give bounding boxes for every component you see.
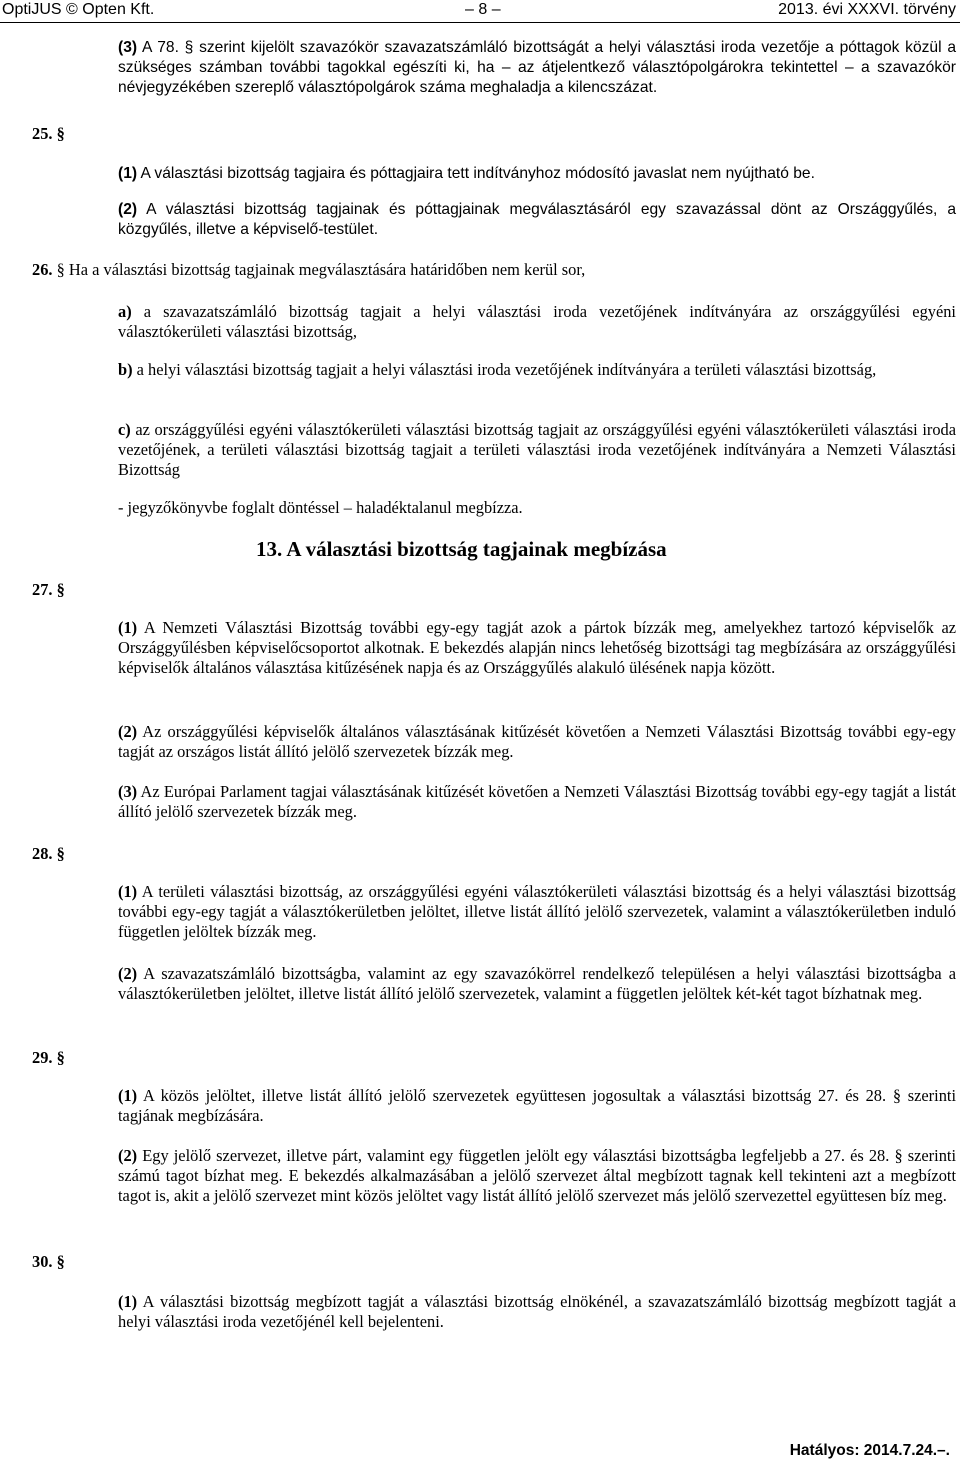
section-26-heading: 26. § Ha a választási bizottság tagjainak megválasztására határidőben nem kerül sor,: [32, 260, 586, 279]
section-link[interactable]: §: [56, 844, 65, 863]
paragraph-29-2: (2) Egy jelölő szervezet, illetve párt, valamint egy független jelölt egy választási bizottságba legfeljebb a 27. és 28. § szerinti számú tagot bízhat meg. E bekezdés alkalmazásában a jelölő szervezet által megbízott tagnak kell tekinteni azt a megbízott tagot is, akit a jelölő szervezet mint közös jelöltet vagy listát állító jelölő szervezet más jelölő szervezettel együttesen bíz meg.: [118, 1146, 956, 1205]
paragraph-25-1: (1) A választási bizottság tagjaira és póttagjaira tett indítványhoz módosító javaslat nem nyújtható be.: [118, 165, 815, 182]
paragraph-text: A 78. § szerint kijelölt szavazókör szavazatszámláló bizottságát a helyi választási iroda vezetője a póttagok közül a szükséges számban további tagokkal egészíti ki, ha – az átjelentkező választópolgárokra tekintettel – a szavazókör névjegyzékében szereplő választópolgárok száma meghaladja a kilencszázat.: [118, 39, 956, 96]
paragraph-25-2: (2) A választási bizottság tagjainak és póttagjainak megválasztásáról egy szavazással dönt az Országgyűlés, a közgyűlés, illetve a képviselő-testület.: [118, 201, 956, 238]
paragraph-24-3: [118, 38, 956, 98]
section-29-heading: 29. §: [32, 1048, 65, 1067]
header-page-number: – 8 –: [465, 1, 501, 18]
section-27-heading: 27. §: [32, 580, 65, 599]
point-26-c: c) az országgyűlési egyéni választókerületi választási bizottság tagjait az országgyűlési egyéni választókerületi választási iroda vezetőjének, a területi választási bizottság tagjait a területi választási iroda vezetőjének indítványára a Nemzeti Választási Bizottság: [118, 420, 956, 479]
paragraph-28-2: (2) A szavazatszámláló bizottságba, valamint az egy szavazókörrel rendelkező településen a helyi választási bizottságba a választókerületben jelöltet, illetve listát állító jelölő szervezetek, valamint a független jelöltek két-két tagot bízhatnak meg.: [118, 964, 956, 1003]
section-link[interactable]: §: [56, 1048, 65, 1067]
section-26-intro: Ha a választási bizottság tagjainak megválasztására határidőben nem kerül sor,: [68, 260, 586, 279]
chapter-title: 13. A választási bizottság tagjainak megbízása: [256, 537, 667, 561]
section-link[interactable]: §: [56, 1252, 65, 1271]
paragraph-28-1: (1) A területi választási bizottság, az országgyűlési egyéni választókerületi választási bizottság és a helyi választási bizottság további egy-egy tagját a választókerületben jelöltet, illetve listát állító jelölő szervezetek, valamint a választókerületben induló független jelöltek bízzák meg.: [118, 882, 956, 941]
paragraph-27-2: (2) Az országgyűlési képviselők általános választásának kitűzését követően a Nemzeti Választási Bizottság további egy-egy tagját az országos listát állító jelölő szervezetek bízzák meg.: [118, 722, 956, 761]
section-30-heading: 30. §: [32, 1252, 65, 1271]
header-divider: [0, 22, 960, 23]
section-link[interactable]: §: [56, 260, 65, 279]
header-publisher: OptiJUS © Opten Kft.: [2, 1, 155, 18]
paragraph-30-1: (1) A választási bizottság megbízott tagját a választási bizottság elnökénél, a szavazatszámláló bizottság megbízott tagját a helyi választási iroda vezetőjénél kell bejelenteni.: [118, 1292, 956, 1331]
paragraph-29-1: (1) A közös jelöltet, illetve listát állító jelölő szervezetek együttesen jogosultak a választási bizottság 27. és 28. § szerinti tagjának megbízására.: [118, 1086, 956, 1125]
section-26-closing: - jegyzőkönyvbe foglalt döntéssel – haladéktalanul megbízza.: [118, 498, 523, 517]
paragraph-label: (3): [118, 39, 138, 56]
section-25-heading: 25. §: [32, 124, 65, 143]
effective-date-footer: Hatályos: 2014.7.24.–.: [789, 1442, 950, 1459]
point-26-a: a) a szavazatszámláló bizottság tagjait a helyi választási iroda vezetőjének indítványára az országgyűlési egyéni választókerületi választási bizottság,: [118, 302, 956, 341]
header-act-title: 2013. évi XXXVI. törvény: [778, 1, 956, 18]
section-28-heading: 28. §: [32, 844, 65, 863]
paragraph-27-3: (3) Az Európai Parlament tagjai választásának kitűzését követően a Nemzeti Választási Bizottság további egy-egy tagját a listát állító jelölő szervezetek bízzák meg.: [118, 782, 956, 821]
section-link[interactable]: §: [56, 580, 65, 599]
paragraph-27-1: (1) A Nemzeti Választási Bizottság további egy-egy tagját azok a pártok bízzák meg, amelyekhez tartozó képviselők az Országgyűlésben képviselőcsoportot alkotnak. E bekezdés alapján nincs lehetőség bizottsági tag megbízására az országgyűlési képviselők általános választása kitűzésének napja és az Országgyűlés alakuló ülésének napja között.: [118, 618, 956, 677]
point-26-b: b) a helyi választási bizottság tagjait a helyi választási iroda vezetőjének indítványára a területi választási bizottság,: [118, 360, 877, 379]
section-link[interactable]: §: [56, 124, 65, 143]
